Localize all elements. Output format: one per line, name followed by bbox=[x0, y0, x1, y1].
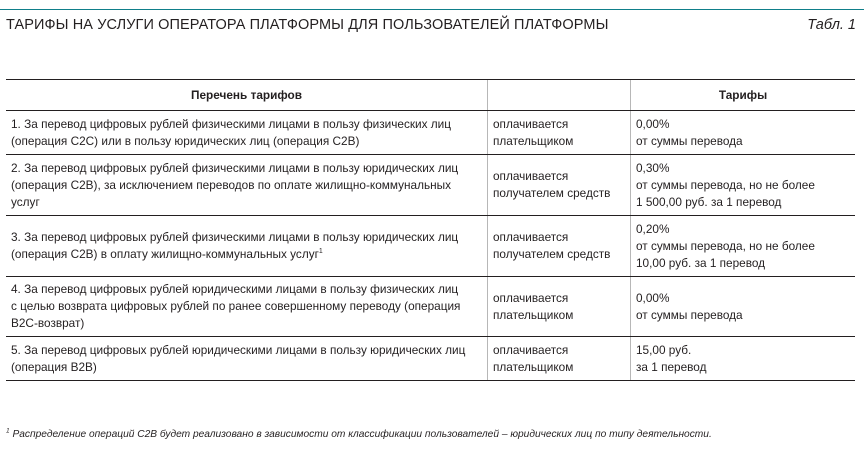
footnote bbox=[6, 429, 712, 440]
page-title: ТАРИФЫ НА УСЛУГИ ОПЕРАТОРА ПЛАТФОРМЫ ДЛЯ ПОЛЬЗОВАТЕЛЕЙ ПЛАТФОРМЫ bbox=[6, 17, 609, 33]
footnote-marker: 1 bbox=[6, 427, 10, 435]
table-row bbox=[6, 155, 855, 216]
tariff-description: 3. За перевод цифровых рублей физическими лицами в пользу юридических лиц (операция С2В) в оплату жилищно-коммунальных услуг$^1$ bbox=[11, 230, 459, 261]
tariff-payer: оплачивается плательщиком bbox=[487, 337, 631, 380]
column-header-payer bbox=[487, 80, 631, 110]
table-row bbox=[6, 277, 855, 337]
top-rule bbox=[0, 9, 864, 10]
table-header-row bbox=[6, 79, 855, 111]
tariff-description: 4. За перевод цифровых рублей юридическими лицами в пользу физических лиц с целью возврата цифровых рублей по ранее совершенному переводу (операция В2С-возврат) bbox=[11, 282, 461, 330]
tariff-value: 0,30% от суммы перевода, но не более 1 500,00 руб. за 1 перевод bbox=[636, 160, 815, 209]
tariff-description: 2. За перевод цифровых рублей физическими лицами в пользу юридических лиц (операция С2В), за исключением переводов по оплате жилищно-коммунальных услуг bbox=[11, 160, 459, 209]
tariff-value: 0,20% от суммы перевода, но не более 10,00 руб. за 1 перевод bbox=[636, 221, 815, 270]
table-row bbox=[6, 337, 855, 381]
tariff-description: 1. За перевод цифровых рублей физическими лицами в пользу физических лиц (операция С2С) или в пользу юридических лиц (операция С2В) bbox=[11, 116, 452, 148]
tariff-payer: оплачивается получателем средств bbox=[487, 155, 631, 215]
tariff-payer: оплачивается плательщиком bbox=[487, 277, 631, 336]
footnote-text: Распределение операций С2В будет реализовано в зависимости от классификации пользователей – юридических лиц по типу деятельности. bbox=[12, 429, 712, 440]
table-row bbox=[6, 216, 855, 277]
table-number: Табл. 1 bbox=[807, 17, 856, 33]
tariff-value: 15,00 руб. за 1 перевод bbox=[636, 342, 707, 374]
tariffs-table bbox=[6, 79, 855, 381]
tariff-value: 0,00% от суммы перевода bbox=[636, 116, 743, 148]
table-row bbox=[6, 111, 855, 155]
tariff-value: 0,00% от суммы перевода bbox=[636, 290, 743, 322]
column-header-tariffs: Тарифы bbox=[718, 87, 768, 102]
column-header-tariff-list: Перечень тарифов bbox=[191, 87, 302, 102]
footnote-mark: 1 bbox=[318, 248, 323, 256]
tariff-payer: оплачивается плательщиком bbox=[487, 111, 631, 154]
tariff-payer: оплачивается получателем средств bbox=[487, 216, 631, 276]
tariff-description: 5. За перевод цифровых рублей юридическими лицами в пользу юридических лиц (операция В2В) bbox=[11, 342, 466, 374]
